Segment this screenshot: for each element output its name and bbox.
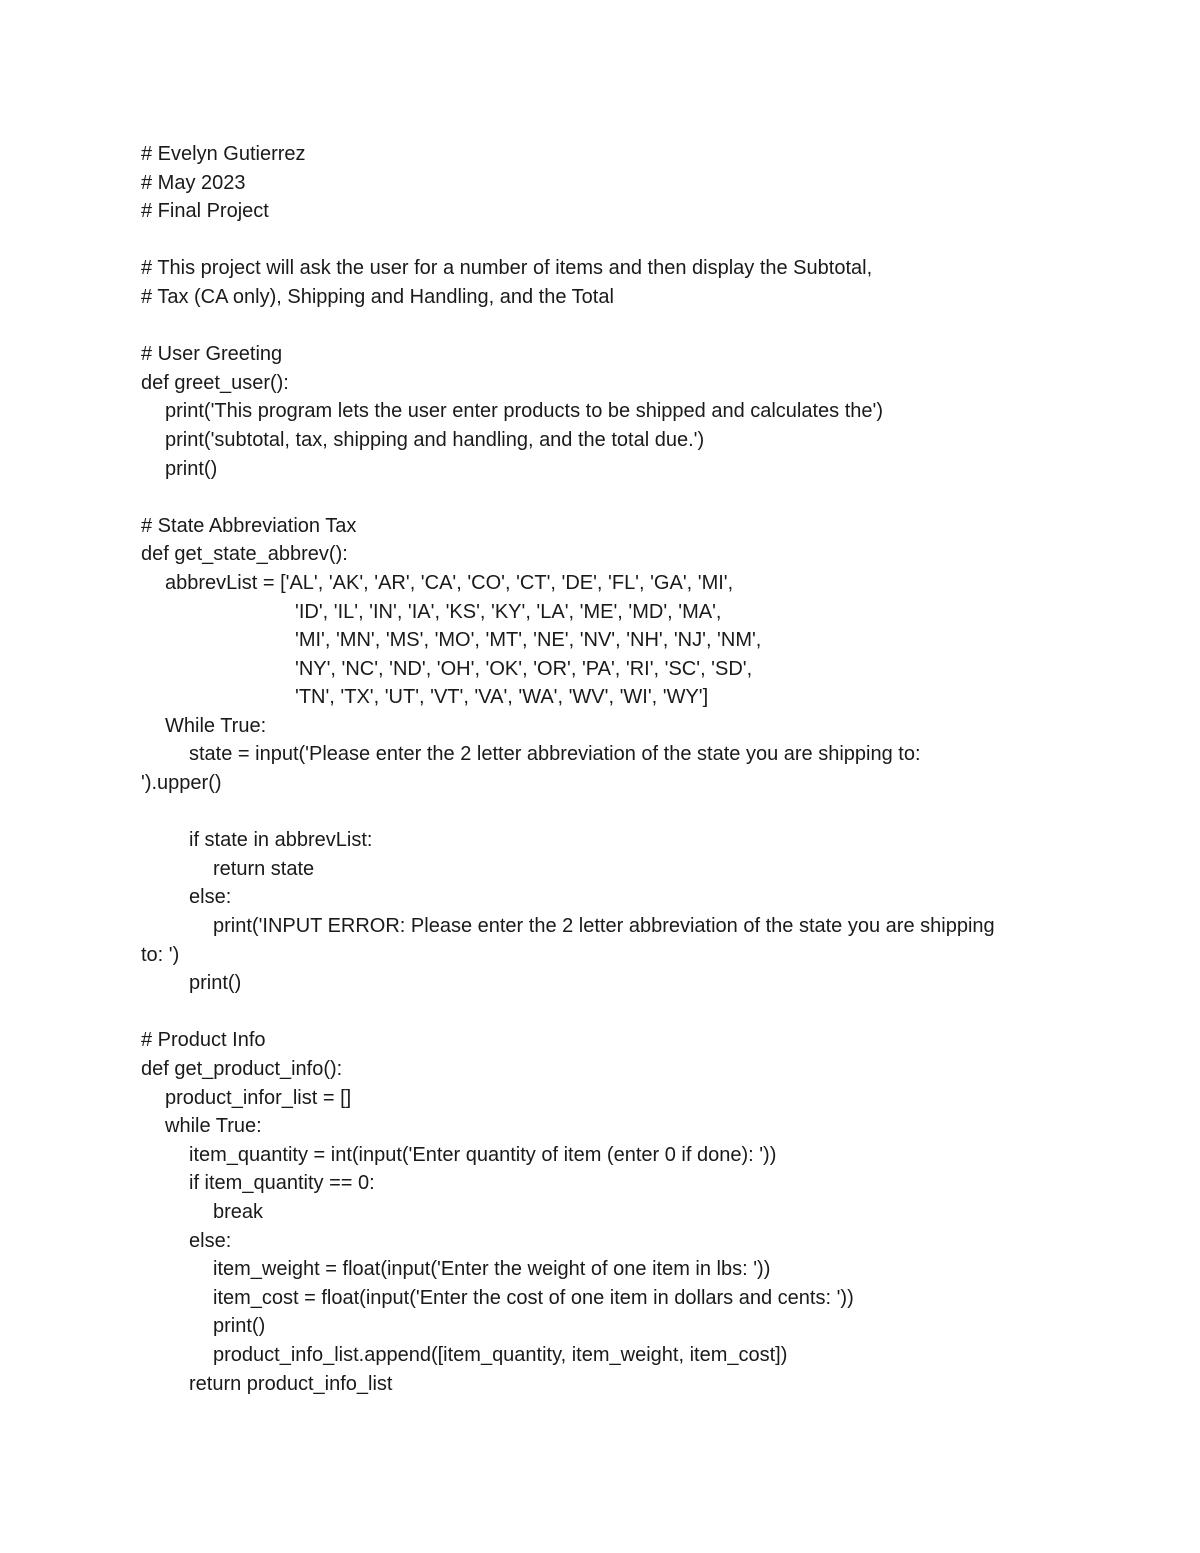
quantity-input-line: item_quantity = int(input('Enter quantity of item (enter 0 if done): ')) xyxy=(189,1143,777,1166)
while-line: While True: xyxy=(165,714,267,737)
blank-line xyxy=(141,998,1071,1027)
abbrev-list-row: 'ID', 'IL', 'IN', 'IA', 'KS', 'KY', 'LA', 'ME', 'MD', 'MA', xyxy=(295,600,722,623)
state-input-line: state = input('Please enter the 2 letter abbreviation of the state you are shipping to: xyxy=(189,743,921,766)
blank-line xyxy=(141,312,1071,341)
return-line: return state xyxy=(213,857,315,880)
error-print-continuation: to: ') xyxy=(141,943,180,966)
title-comment: # Final Project xyxy=(141,200,269,223)
append-line: product_info_list.append([item_quantity, item_weight, item_cost]) xyxy=(213,1343,788,1366)
while-line: while True: xyxy=(165,1115,262,1138)
abbrev-list-row: 'TN', 'TX', 'UT', 'VT', 'VA', 'WA', 'WV', 'WI', 'WY'] xyxy=(295,686,709,709)
error-print-line: print('INPUT ERROR: Please enter the 2 letter abbreviation of the state you are shipping xyxy=(213,915,995,938)
description-line: # This project will ask the user for a number of items and then display the Subtotal, xyxy=(141,257,873,280)
state-input-continuation: ').upper() xyxy=(141,772,222,795)
description-line: # Tax (CA only), Shipping and Handling, and the Total xyxy=(141,285,614,308)
abbrev-list-row: 'NY', 'NC', 'ND', 'OH', 'OK', 'OR', 'PA', 'RI', 'SC', 'SD', xyxy=(295,657,753,680)
code-line: print('This program lets the user enter products to be shipped and calculates the') xyxy=(165,400,884,423)
cost-input-line: item_cost = float(input('Enter the cost of one item in dollars and cents: ')) xyxy=(213,1286,854,1309)
print-line: print() xyxy=(213,1315,266,1338)
product-comment: # Product Info xyxy=(141,1029,266,1052)
if-zero-line: if item_quantity == 0: xyxy=(189,1172,375,1195)
break-line: break xyxy=(213,1200,264,1223)
if-line: if state in abbrevList: xyxy=(189,829,373,852)
code-line: print('subtotal, tax, shipping and handling, and the total due.') xyxy=(165,428,705,451)
author-comment: # Evelyn Gutierrez xyxy=(141,143,306,165)
else-line: else: xyxy=(189,886,232,909)
get-product-info-def: def get_product_info(): xyxy=(141,1058,343,1080)
state-comment: # State Abbreviation Tax xyxy=(141,514,357,537)
blank-line xyxy=(141,798,1071,827)
return-line: return product_info_list xyxy=(189,1372,393,1395)
blank-line xyxy=(141,226,1071,255)
weight-input-line: item_weight = float(input('Enter the weight of one item in lbs: ')) xyxy=(213,1258,771,1281)
abbrev-list-start: abbrevList = ['AL', 'AK', 'AR', 'CA', 'CO', 'CT', 'DE', 'FL', 'GA', 'MI', xyxy=(165,571,734,594)
blank-line xyxy=(141,483,1071,512)
else-line: else: xyxy=(189,1229,232,1252)
code-line: print() xyxy=(165,457,218,480)
print-line: print() xyxy=(189,972,242,995)
greeting-comment: # User Greeting xyxy=(141,343,283,366)
greet-user-def: def greet_user(): xyxy=(141,371,289,394)
date-comment: # May 2023 xyxy=(141,171,246,194)
code-document xyxy=(141,140,1071,1398)
init-list-line: product_infor_list = [] xyxy=(165,1086,352,1109)
abbrev-list-row: 'MI', 'MN', 'MS', 'MO', 'MT', 'NE', 'NV', 'NH', 'NJ', 'NM', xyxy=(295,629,762,652)
get-state-abbrev-def: def get_state_abbrev(): xyxy=(141,543,348,566)
